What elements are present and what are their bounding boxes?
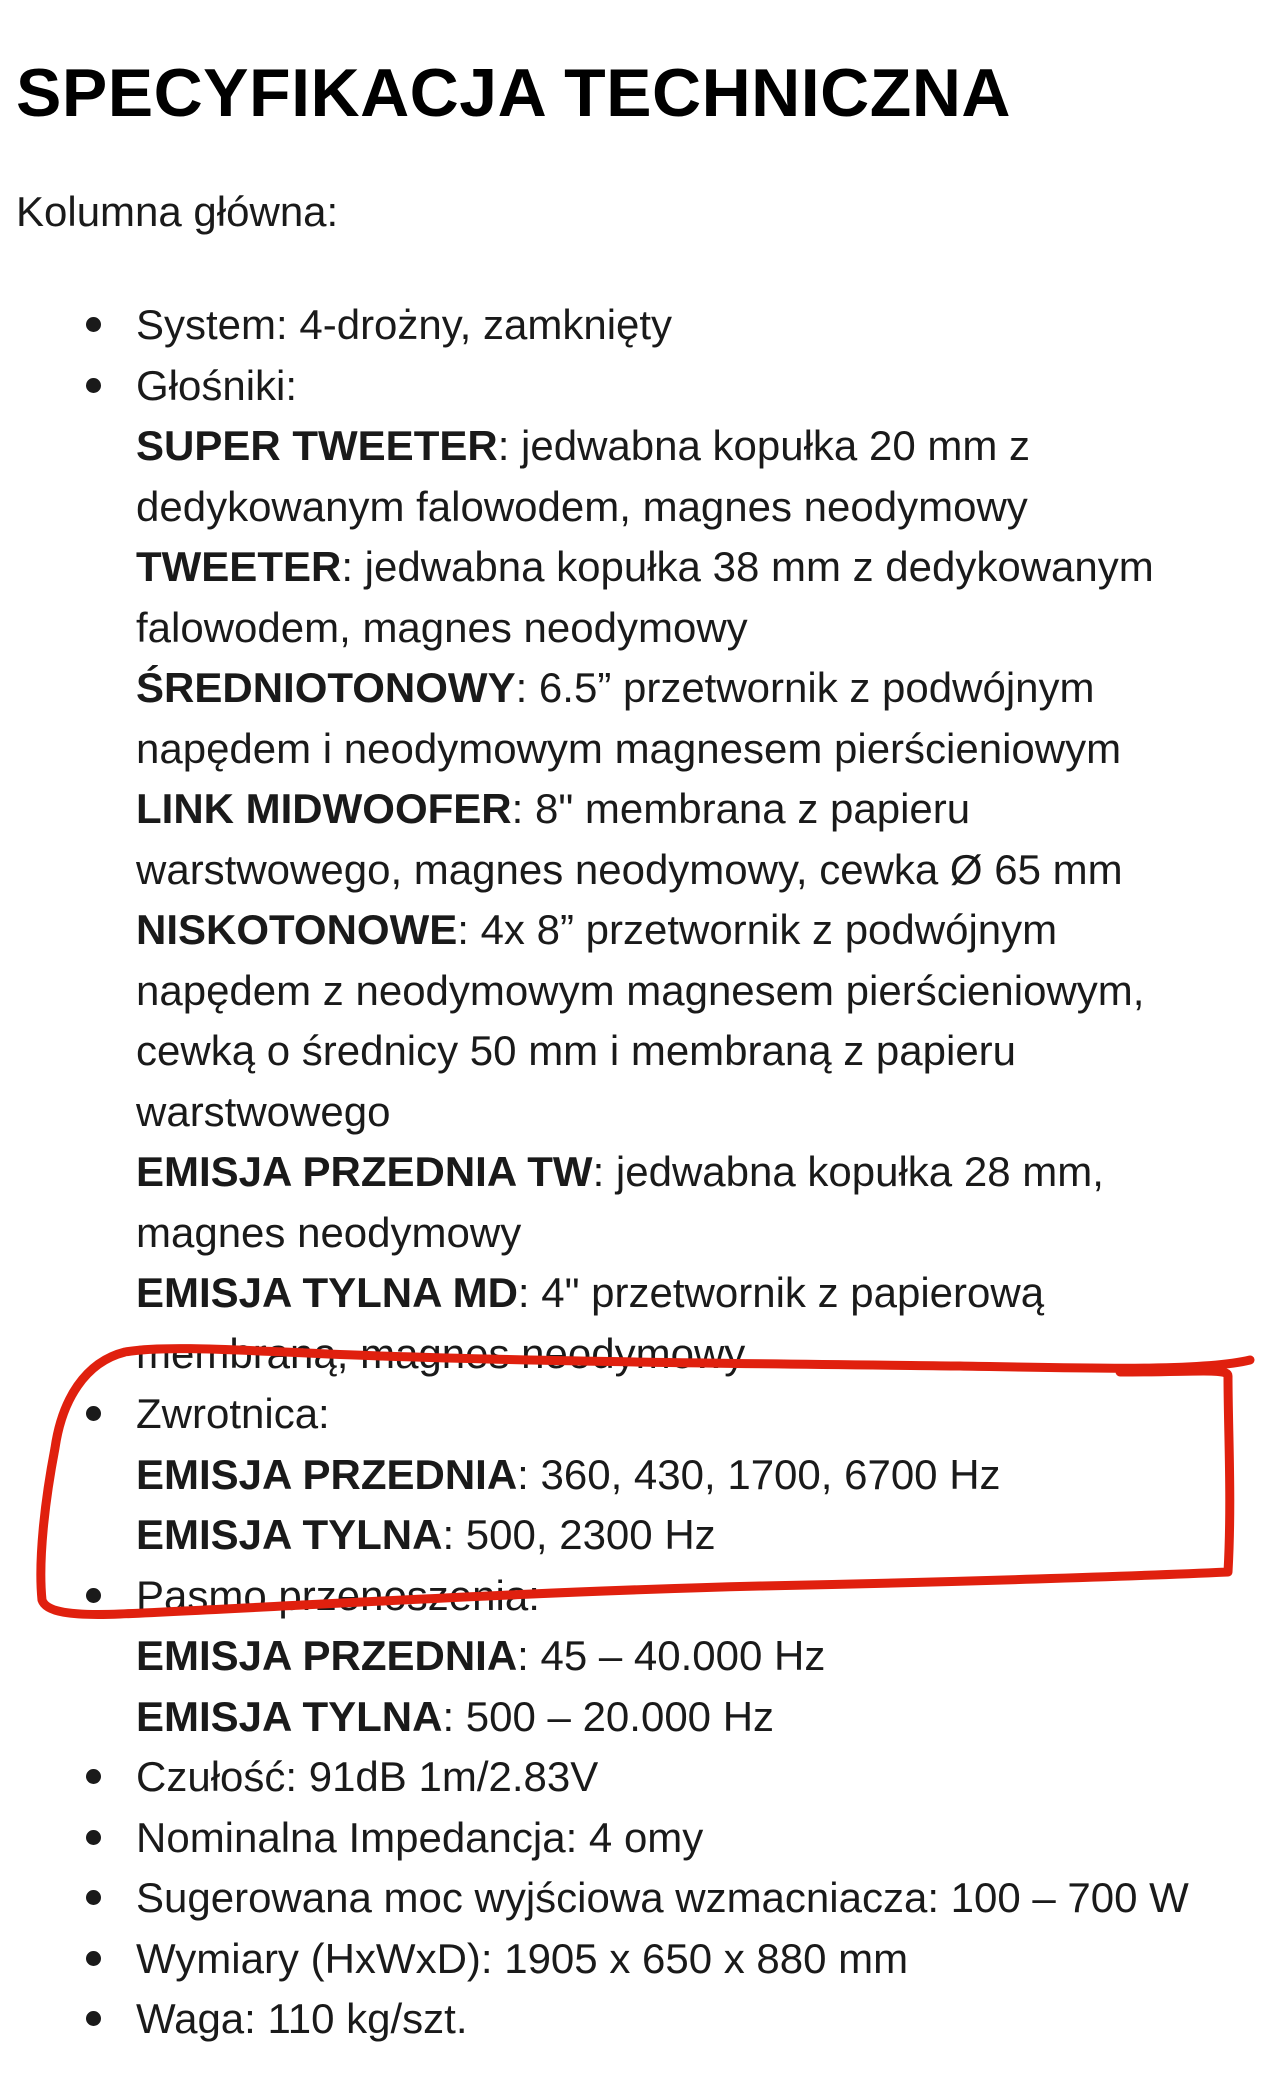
spec-term: EMISJA TYLNA MD <box>136 1269 518 1316</box>
spec-text: : 45 – 40.000 Hz <box>517 1632 826 1679</box>
bullet-icon <box>86 378 101 393</box>
spec-line <box>136 1626 1284 1687</box>
spec-text: : 500 – 20.000 Hz <box>442 1692 775 1740</box>
bullet-icon <box>86 317 101 332</box>
spec-text: magnes neodymowy <box>136 1208 522 1256</box>
spec-line <box>136 477 1284 538</box>
spec-text: Zwrotnica: <box>136 1390 330 1437</box>
spec-item <box>0 1868 1284 1929</box>
spec-line <box>136 658 1284 719</box>
spec-line <box>136 1505 1284 1566</box>
spec-text: : 500, 2300 Hz <box>442 1511 716 1558</box>
spec-list <box>0 295 1284 2050</box>
page-title: SPECYFIKACJA TECHNICZNA <box>16 55 1012 131</box>
spec-term: EMISJA PRZEDNIA TW <box>136 1148 593 1195</box>
spec-line <box>136 779 1284 840</box>
spec-text: warstwowego, magnes neodymowy, cewka Ø 65 mm <box>136 845 1123 893</box>
spec-term: ŚREDNIOTONOWY <box>136 664 516 711</box>
spec-line <box>136 1868 1284 1929</box>
spec-text: : 6.5” przetwornik z podwójnym <box>515 664 1095 711</box>
spec-text: Waga: 110 kg/szt. <box>136 1995 468 2042</box>
bullet-icon <box>86 1890 101 1905</box>
bullet-icon <box>86 1951 101 1966</box>
spec-line <box>136 840 1284 901</box>
spec-line <box>136 1687 1284 1748</box>
spec-line <box>136 1747 1284 1808</box>
spec-text: Pasmo przenoszenia: <box>136 1571 540 1619</box>
spec-text: : 8" membrana z papieru <box>511 785 971 832</box>
spec-item <box>0 1384 1284 1566</box>
spec-line <box>136 1324 1284 1385</box>
spec-line <box>136 416 1284 477</box>
spec-text: : jedwabna kopułka 38 mm z dedykowanym <box>341 543 1154 590</box>
spec-text: napędem z neodymowym magnesem pierścieniowym, <box>136 966 1145 1014</box>
spec-text: cewką o średnicy 50 mm i membraną z papieru <box>136 1027 1017 1074</box>
spec-line <box>136 961 1284 1022</box>
intro-label: Kolumna główna: <box>16 188 339 235</box>
spec-line <box>136 1263 1284 1324</box>
spec-line <box>136 1142 1284 1203</box>
spec-line <box>136 1808 1284 1869</box>
spec-term: TWEETER <box>136 543 342 590</box>
spec-line <box>136 1989 1284 2050</box>
bullet-icon <box>86 1588 101 1603</box>
spec-text: Nominalna Impedancja: 4 omy <box>136 1813 704 1861</box>
spec-line <box>136 1566 1284 1627</box>
spec-text: Sugerowana moc wyjściowa wzmacniacza: 100 – 700 W <box>136 1874 1189 1921</box>
spec-line <box>136 1021 1284 1082</box>
spec-line <box>136 900 1284 961</box>
spec-text: Czułość: 91dB 1m/2.83V <box>136 1753 599 1800</box>
spec-term: EMISJA PRZEDNIA <box>136 1450 518 1498</box>
spec-item <box>0 356 1284 1385</box>
spec-text: warstwowego <box>136 1087 391 1135</box>
spec-item <box>0 1989 1284 2050</box>
spec-text: membraną, magnes neodymowy <box>136 1329 746 1377</box>
spec-text: : 4" przetwornik z papierową <box>517 1269 1045 1316</box>
spec-term: EMISJA PRZEDNIA <box>136 1632 518 1679</box>
bullet-icon <box>86 1769 101 1784</box>
spec-item <box>0 1929 1284 1990</box>
spec-text: falowodem, magnes neodymowy <box>136 603 748 651</box>
bullet-icon <box>86 1830 101 1845</box>
spec-line <box>136 537 1284 598</box>
spec-term: NISKOTONOWE <box>136 906 458 953</box>
spec-text: : 360, 430, 1700, 6700 Hz <box>517 1450 1001 1498</box>
spec-text: dedykowanym falowodem, magnes neodymowy <box>136 482 1028 530</box>
spec-item <box>0 1747 1284 1808</box>
spec-term: EMISJA TYLNA <box>136 1692 443 1740</box>
spec-line <box>136 295 1284 356</box>
spec-line <box>136 1203 1284 1264</box>
spec-line <box>136 1445 1284 1506</box>
spec-term: LINK MIDWOOFER <box>136 785 512 832</box>
spec-item <box>0 1566 1284 1748</box>
bullet-icon <box>86 1406 101 1421</box>
spec-line <box>136 356 1284 417</box>
spec-line <box>136 598 1284 659</box>
spec-item <box>0 1808 1284 1869</box>
spec-text: System: 4-drożny, zamknięty <box>136 301 673 348</box>
spec-text: Głośniki: <box>136 361 298 409</box>
spec-line <box>136 1929 1284 1990</box>
spec-term: EMISJA TYLNA <box>136 1511 443 1558</box>
spec-item <box>0 295 1284 356</box>
spec-text: : jedwabna kopułka 28 mm, <box>592 1148 1104 1195</box>
spec-line <box>136 1082 1284 1143</box>
spec-term: SUPER TWEETER <box>136 422 498 469</box>
spec-line <box>136 1384 1284 1445</box>
spec-text: napędem i neodymowym magnesem pierścieniowym <box>136 724 1122 772</box>
spec-text: : jedwabna kopułka 20 mm z <box>497 422 1030 469</box>
spec-text: : 4x 8” przetwornik z podwójnym <box>457 906 1058 953</box>
spec-line <box>136 719 1284 780</box>
bullet-icon <box>86 2011 101 2026</box>
spec-text: Wymiary (HxWxD): 1905 x 650 x 880 mm <box>136 1934 909 1982</box>
